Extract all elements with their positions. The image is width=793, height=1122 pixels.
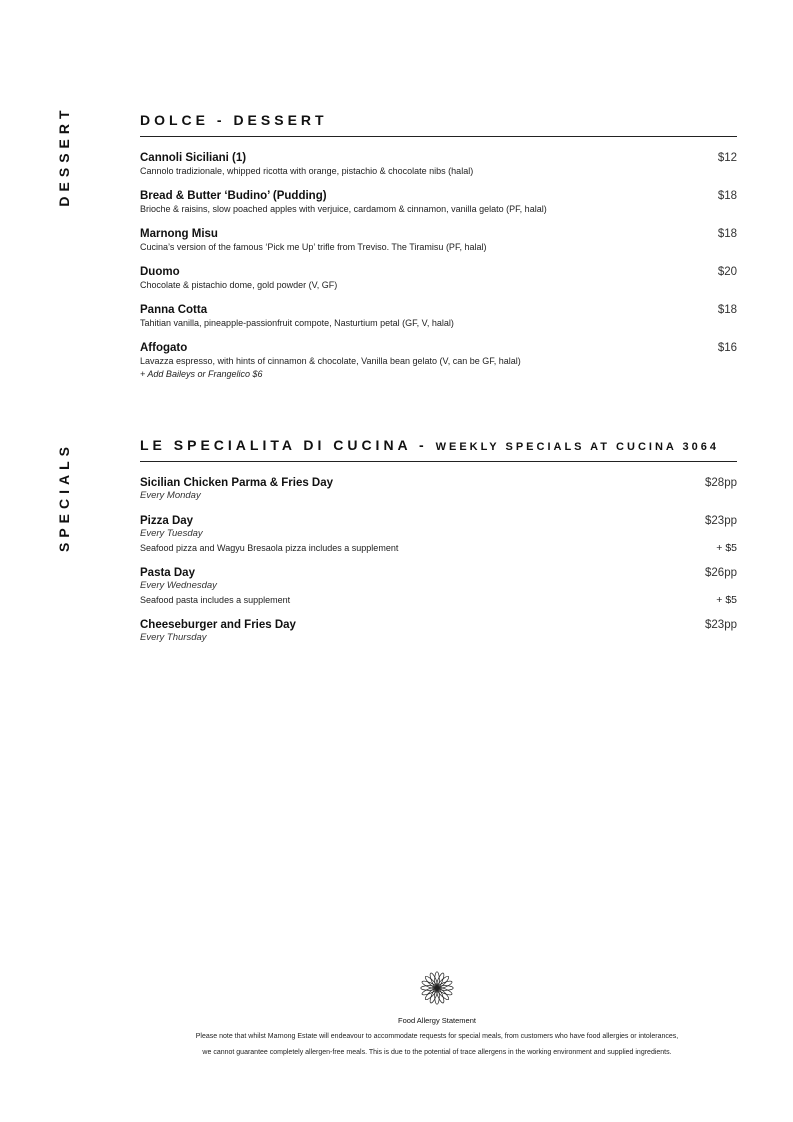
allergy-line-1: Please note that whilst Marnong Estate will endeavour to accommodate requests for special meals, from customers who have food allergies or intolerances, bbox=[195, 1033, 679, 1040]
supplement-note: Seafood pizza and Wagyu Bresaola pizza includes a supplement bbox=[140, 543, 399, 553]
item-description: Chocolate & pistachio dome, gold powder (V, GF) bbox=[140, 280, 338, 290]
item-addon-note: + Add Baileys or Frangelico $6 bbox=[140, 369, 263, 379]
item-name: Affogato bbox=[140, 342, 188, 354]
specials-section bbox=[140, 437, 737, 657]
menu-item bbox=[140, 228, 737, 254]
item-price: $23pp bbox=[705, 619, 737, 631]
item-day: Every Wednesday bbox=[140, 580, 217, 591]
allergy-statement-text bbox=[100, 1029, 774, 1061]
side-label-dessert: DESSERT bbox=[56, 105, 72, 207]
side-label-specials: SPECIALS bbox=[56, 441, 72, 553]
item-price: $16 bbox=[717, 342, 737, 354]
allergy-line-2: we cannot guarantee completely allergen-free meals. This is due to the potential of trace allergens in the working environment and supplied ingredients. bbox=[202, 1049, 672, 1056]
specials-title bbox=[140, 437, 737, 462]
item-name: Panna Cotta bbox=[140, 304, 208, 316]
menu-item bbox=[140, 190, 737, 216]
item-day: Every Tuesday bbox=[140, 528, 203, 539]
item-price: $28pp bbox=[705, 477, 737, 489]
supplement-note: Seafood pasta includes a supplement bbox=[140, 595, 291, 605]
item-name: Pizza Day bbox=[140, 515, 194, 527]
dessert-title: DOLCE - DESSERT bbox=[140, 112, 737, 137]
flower-logo-icon bbox=[419, 970, 455, 1006]
allergy-footer bbox=[100, 970, 774, 1061]
item-day: Every Monday bbox=[140, 490, 201, 501]
item-name: Marnong Misu bbox=[140, 228, 218, 240]
special-item bbox=[140, 477, 737, 503]
menu-item bbox=[140, 304, 737, 330]
item-name: Sicilian Chicken Parma & Fries Day bbox=[140, 477, 334, 489]
item-description: Tahitian vanilla, pineapple-passionfruit compote, Nasturtium petal (GF, V, halal) bbox=[140, 318, 454, 328]
menu-item bbox=[140, 342, 737, 381]
item-description: Brioche & raisins, slow poached apples with verjuice, cardamom & cinnamon, vanilla gelato (PF, halal) bbox=[140, 204, 547, 214]
menu-item bbox=[140, 152, 737, 178]
item-name: Cheeseburger and Fries Day bbox=[140, 619, 296, 631]
item-price: $20 bbox=[717, 266, 737, 278]
item-price: $18 bbox=[717, 304, 737, 316]
dessert-list bbox=[140, 152, 737, 381]
item-price: $18 bbox=[717, 228, 737, 240]
special-item bbox=[140, 619, 737, 645]
special-item bbox=[140, 515, 737, 555]
item-description: Cucina’s version of the famous ‘Pick me Up’ trifle from Treviso. The Tiramisu (PF, halal) bbox=[140, 242, 487, 252]
specials-list bbox=[140, 477, 737, 645]
item-name: Duomo bbox=[140, 266, 180, 278]
menu-item bbox=[140, 266, 737, 292]
item-name: Cannoli Siciliani (1) bbox=[140, 152, 247, 164]
specials-title-main: LE SPECIALITA DI CUCINA - bbox=[140, 437, 436, 453]
allergy-statement-title: Food Allergy Statement bbox=[398, 1016, 476, 1025]
item-name: Bread & Butter ‘Budino’ (Pudding) bbox=[140, 190, 327, 202]
item-description: Lavazza espresso, with hints of cinnamon & chocolate, Vanilla bean gelato (V, can be GF, halal) bbox=[140, 356, 521, 366]
item-price: $18 bbox=[717, 190, 737, 202]
item-day: Every Thursday bbox=[140, 632, 207, 643]
specials-subtitle: WEEKLY SPECIALS AT CUCINA 3064 bbox=[435, 441, 719, 453]
item-price: $26pp bbox=[705, 567, 737, 579]
special-item bbox=[140, 567, 737, 607]
item-name: Pasta Day bbox=[140, 567, 195, 579]
dessert-section bbox=[140, 112, 737, 393]
item-description: Cannolo tradizionale, whipped ricotta with orange, pistachio & chocolate nibs (halal) bbox=[140, 166, 474, 176]
item-price: $23pp bbox=[705, 515, 737, 527]
item-price: $12 bbox=[717, 152, 737, 164]
supplement-price: + $5 bbox=[716, 594, 737, 606]
supplement-price: + $5 bbox=[716, 542, 737, 554]
